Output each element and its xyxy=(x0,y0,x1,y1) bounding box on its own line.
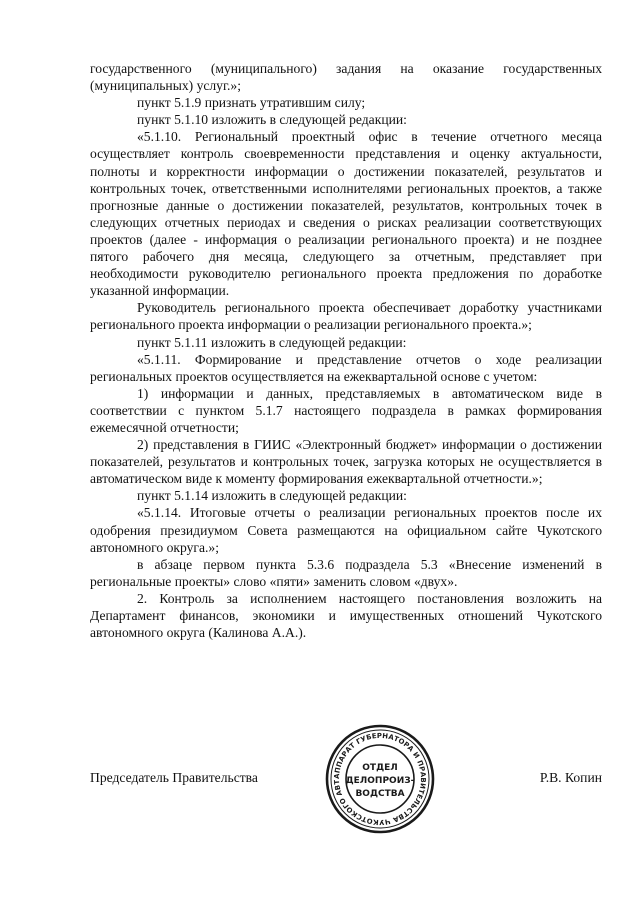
stamp-center-line-1: ОТДЕЛ xyxy=(362,763,398,773)
office-stamp xyxy=(324,723,436,835)
paragraph-2: пункт 5.1.10 изложить в следующей редакции: xyxy=(137,112,407,128)
stamp-center-line-2: ДЕЛОПРОИЗ- xyxy=(345,776,415,786)
stamp-ring-text: АППАРАТ ГУБЕРНАТОРА И ПРАВИТЕЛЬСТВА ЧУКОТСКОГО АВТ xyxy=(332,731,428,827)
paragraph-3: «5.1.10. Региональный проектный офис в течение отчетного месяца осуществляет контроль своевременности представления и оценку актуальности, полноты и корректности информации о достижении показателей, результатов и контрольных точек, ответственными исполнителями региональных проектов, а также прогнозные данные о достижении показателей, результатов, контрольных точек в следующих отчетных периодах и сведения о рисках реализации соответствующих проектов (далее - информация о реализации регионального проекта) и не позднее пятого рабочего дня месяца, следующего за отчетным, представляет при необходимости руководителю регионального проекта предложения по доработке указанной информации. xyxy=(90,129,602,299)
paragraph-1: пункт 5.1.9 признать утратившим силу; xyxy=(137,95,366,111)
stamp-center-line-3: ВОДСТВА xyxy=(355,789,405,799)
paragraph-9: пункт 5.1.14 изложить в следующей редакции: xyxy=(137,488,407,504)
paragraph-8: 2) представления в ГИИС «Электронный бюджет» информации о достижении показателей, результатов и контрольных точек, загрузка которых не осуществляется в автоматическом виде к моменту формирования ежеквартальной отчетности.»; xyxy=(90,437,602,487)
signatory-position: Председатель Правительства xyxy=(90,770,258,785)
paragraph-12: 2. Контроль за исполнением настоящего постановления возложить на Департамент финансов, экономики и имущественных отношений Чукотского автономного округа (Калинова А.А.). xyxy=(90,590,602,641)
paragraph-0: государственного (муниципального) задания на оказание государственных (муниципальных) услуг.»; xyxy=(90,61,602,94)
paragraph-6: «5.1.11. Формирование и представление отчетов о ходе реализации региональных проектов осуществляется на ежеквартальной основе с учетом: xyxy=(90,351,602,384)
signatory-name: Р.В. Копин xyxy=(539,770,602,785)
paragraph-10: «5.1.14. Итоговые отчеты о реализации региональных проектов после их одобрения президиумом Совета размещаются на официальном сайте Чукотского автономного округа.»; xyxy=(90,505,602,555)
paragraph-5: пункт 5.1.11 изложить в следующей редакции: xyxy=(137,334,407,350)
paragraph-4: Руководитель регионального проекта обеспечивает доработку участниками регионального проекта информации о реализации регионального проекта.»; xyxy=(90,300,602,333)
stamp-seal-icon xyxy=(324,723,436,835)
paragraph-11: в абзаце первом пункта 5.3.6 подраздела 5.3 «Внесение изменений в региональные проекты» слово «пяти» заменить словом «двух». xyxy=(90,556,602,589)
document-body xyxy=(90,60,602,641)
paragraph-7: 1) информации и данных, представляемых в автоматическом виде в соответствии с пунктом 5.1.7 настоящего подраздела в рамках формирования ежемесячной отчетности; xyxy=(90,385,602,435)
